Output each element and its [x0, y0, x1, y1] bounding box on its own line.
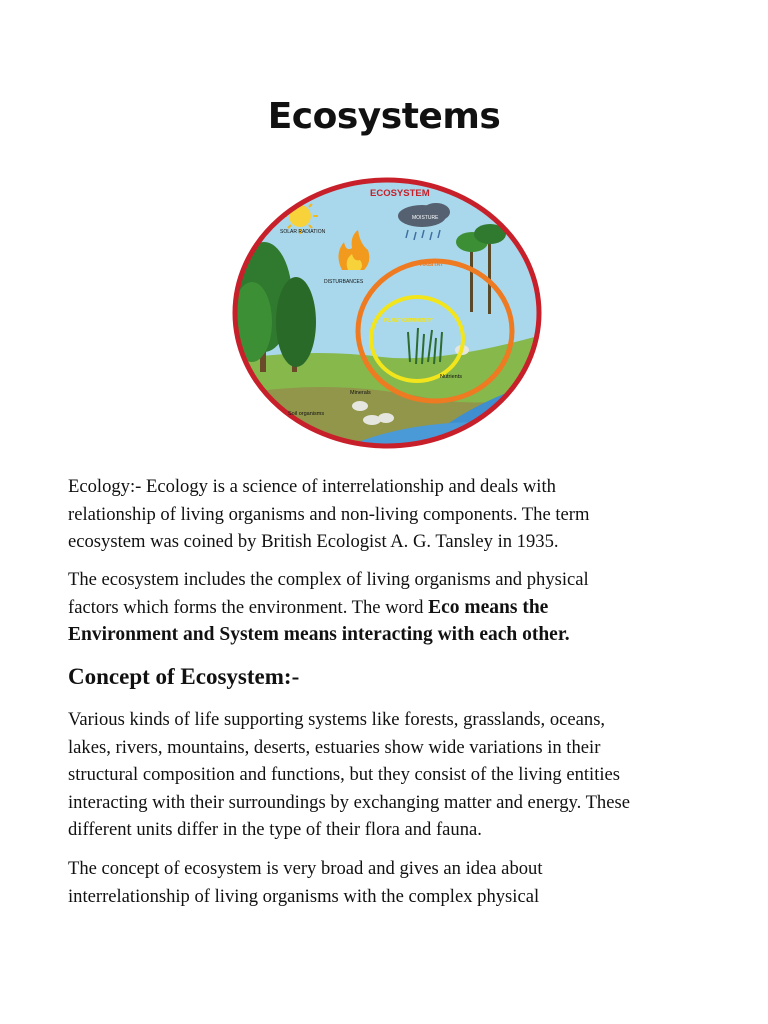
- ecology-paragraph: [68, 473, 708, 556]
- habitat-label: HABITAT: [420, 262, 444, 268]
- ecology-line-2: relationship of living organisms and non-living components. The term: [68, 503, 590, 525]
- ecosystem-definition-paragraph: [68, 566, 708, 649]
- soil-organisms-label: Soil organisms: [288, 411, 325, 417]
- disturbances-label: DISTURBANCES: [324, 279, 364, 285]
- ecology-line-3: ecosystem was coined by British Ecologist A. G. Tansley in 1935.: [68, 531, 559, 552]
- minerals-label: Minerals: [350, 390, 371, 396]
- various-line-5: different units differ in the type of their flora and fauna.: [68, 819, 482, 840]
- broad-concept-paragraph: [68, 855, 708, 910]
- includes-line-2: factors which forms the environment. The word: [68, 596, 429, 618]
- broad-line-1: The concept of ecosystem is very broad and gives an idea about: [68, 858, 543, 879]
- various-line-4: interacting with their surroundings by exchanging matter and energy. These: [68, 791, 630, 813]
- ecosystem-label: ECOSYSTEM: [370, 188, 430, 199]
- eco-meaning-bold: Eco means the: [428, 596, 549, 618]
- various-line-2: lakes, rivers, mountains, deserts, estuaries show wide variations in their: [68, 736, 601, 758]
- ecology-line-1: Ecology:- Ecology is a science of interrelationship and deals with: [68, 476, 556, 497]
- various-paragraph: [68, 706, 708, 844]
- moisture-label: MOISTURE: [412, 215, 439, 221]
- broad-line-2: interrelationship of living organisms with the complex physical: [68, 885, 540, 907]
- ecosystem-illustration: [222, 172, 552, 454]
- concept-heading: Concept of Ecosystem:-: [68, 664, 300, 689]
- plant-community-label: PLANT COMMUNITY: [384, 318, 433, 324]
- page-title: Ecosystems: [267, 96, 501, 137]
- solar-radiation-label: SOLAR RADIATION: [280, 229, 326, 235]
- various-line-1: Various kinds of life supporting systems like forests, grasslands, oceans,: [68, 709, 606, 730]
- includes-line-1: The ecosystem includes the complex of living organisms and physical: [68, 569, 589, 590]
- ecosystem-diagram: [222, 172, 552, 454]
- nutrients-label: Nutrients: [440, 374, 463, 380]
- system-meaning-bold: Environment and System means interacting with each other.: [68, 624, 570, 645]
- various-line-3: structural composition and functions, but they consist of the living entities: [68, 764, 621, 785]
